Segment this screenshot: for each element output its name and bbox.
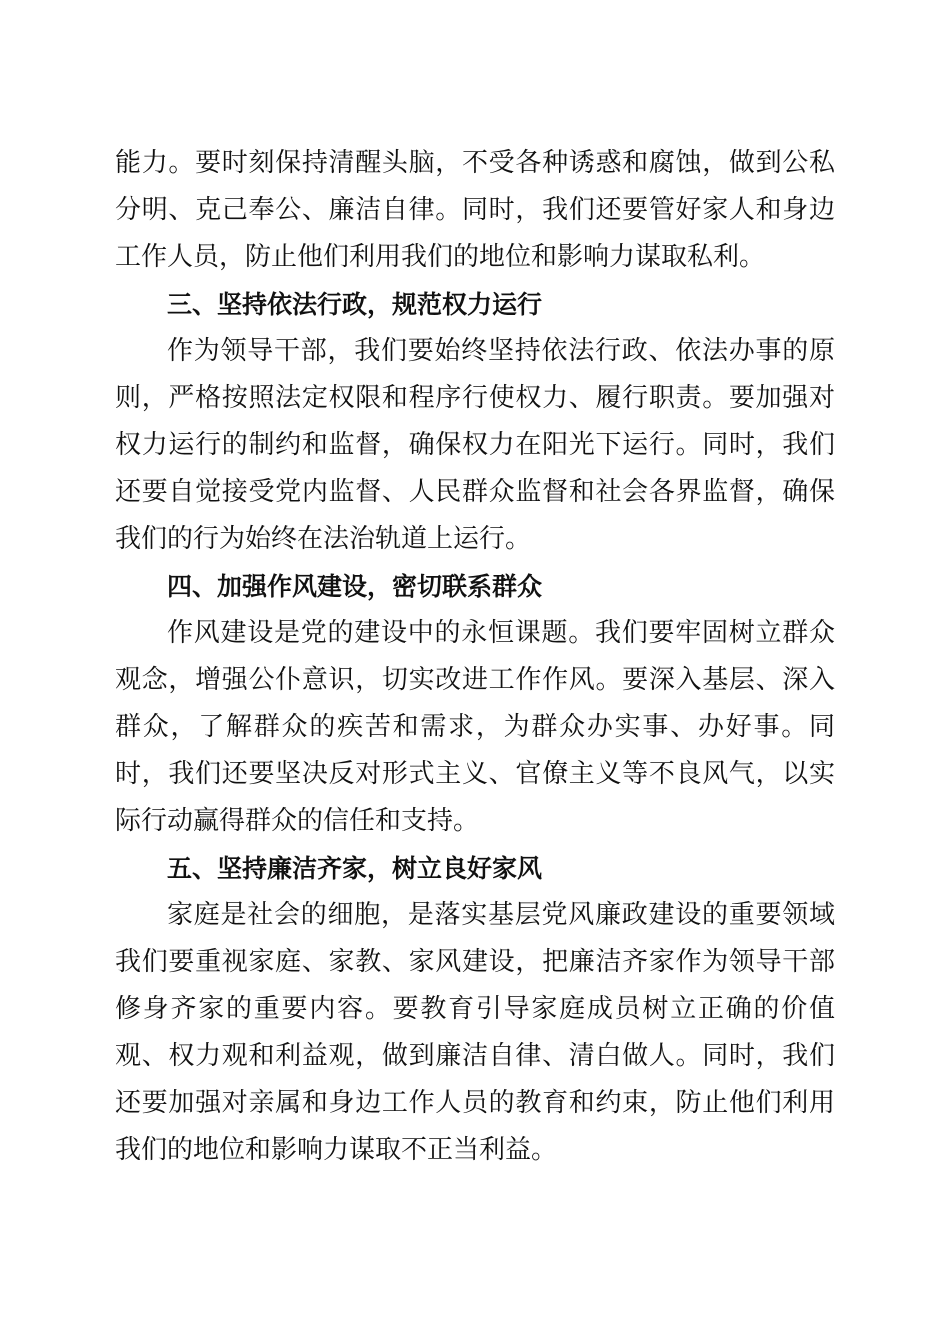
paragraph-section-4: 作风建设是党的建设中的永恒课题。我们要牢固树立群众观念，增强公仆意识，切实改进工作作风。要深入基层、深入群众，了解群众的疾苦和需求，为群众办实事、办好事。同时，我们还要坚决反对形式主义、官僚主义等不良风气，以实际行动赢得群众的信任和支持。 — [115, 618, 835, 836]
paragraph-section-5: 家庭是社会的细胞，是落实基层党风廉政建设的重要领域我们要重视家庭、家教、家风建设，把廉洁齐家作为领导干部修身齐家的重要内容。要教育引导家庭成员树立正确的价值观、权力观和利益观，做到廉洁自律、清白做人。同时，我们还要加强对亲属和身边工作人员的教育和约束，防止他们利用我们的地位和影响力谋取不正当利益。 — [115, 900, 835, 1165]
section-heading-4: 四、加强作风建设，密切联系群众 — [167, 572, 543, 601]
paragraph-section-3: 作为领导干部，我们要始终坚持依法行政、依法办事的原则，严格按照法定权限和程序行使权力、履行职责。要加强对权力运行的制约和监督，确保权力在阳光下运行。同时，我们还要自觉接受党内监督、人民群众监督和社会各界监督，确保我们的行为始终在法治轨道上运行。 — [115, 336, 835, 554]
paragraph-continuation: 能力。要时刻保持清醒头脑，不受各种诱惑和腐蚀，做到公私分明、克己奉公、廉洁自律。同时，我们还要管好家人和身边工作人员，防止他们利用我们的地位和影响力谋取私利。 — [115, 148, 835, 272]
section-heading-5: 五、坚持廉洁齐家，树立良好家风 — [167, 854, 543, 883]
document-page — [115, 140, 835, 1174]
section-heading-3: 三、坚持依法行政，规范权力运行 — [167, 290, 543, 319]
